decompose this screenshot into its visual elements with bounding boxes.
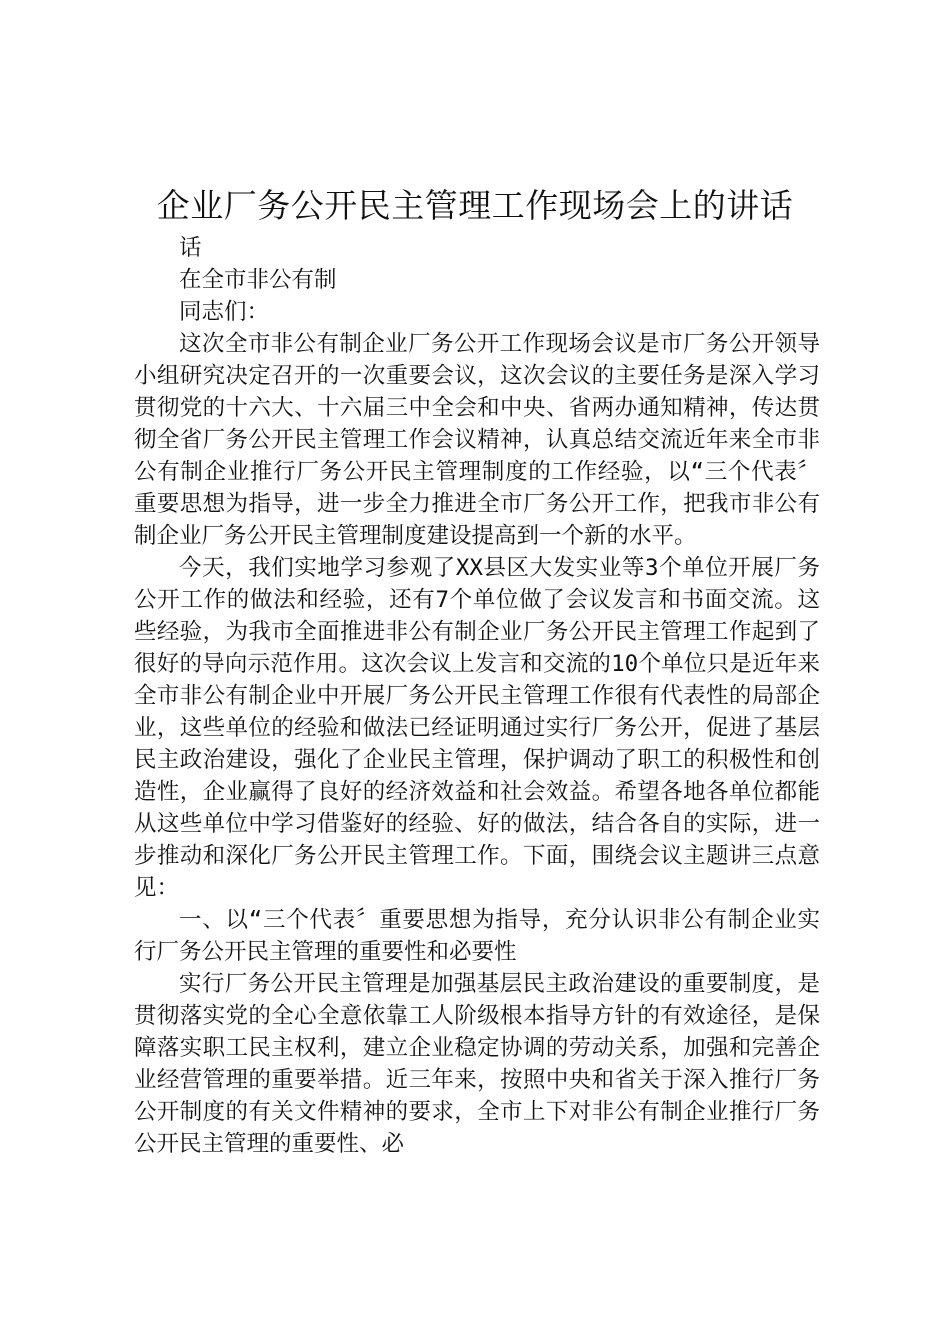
salutation: 同志们： [179,299,270,325]
section-heading: 一、以“三个代表〞重要思想为指导，充分认识非公有制企业实行厂务公开民主管理的重要性和必要性 [134,907,820,965]
body-paragraph: 今天，我们实地学习参观了XX县区大发实业等3个单位开展厂务公开工作的做法和经验，还有7个单位做了会议发言和书面交流。这些经验，为我市全面推进非公有制企业厂务公开民主管理工作起到了很好的导向示范作用。这次会议上发言和交流的10个单位只是近年来全市非公有制企业中开展厂务公开民主管理工作很有代表性的局部企业，这些单位的经验和做法已经证明通过实行厂务公开，促进了基层民主政治建设，强化了企业民主管理，保护调动了职工的积极性和创造性，企业赢得了良好的经济效益和社会效益。希望各地各单位都能从这些单位中学习借鉴好的经验、好的做法，结合各自的实际，进一步推动和深化厂务公开民主管理工作。下面，围绕会议主题讲三点意见： [134,555,820,901]
body-paragraph: 实行厂务公开民主管理是加强基层民主政治建设的重要制度，是贯彻落实党的全心全意依靠工人阶级根本指导方针的有效途径，是保障落实职工民主权利，建立企业稳定协调的劳动关系，加强和完善企业经营管理的重要举措。近三年来，按照中央和省关于深入推行厂务公开制度的有关文件精神的要求，全市上下对非公有制企业推行厂务公开民主管理的重要性、必 [134,971,820,1157]
paragraph-fragment: 话 [179,235,202,261]
document-body [134,232,820,1160]
body-paragraph: 这次全市非公有制企业厂务公开工作现场会议是市厂务公开领导小组研究决定召开的一次重要会议，这次会议的主要任务是深入学习贯彻党的十六大、十六届三中全会和中央、省两办通知精神，传达贯彻全省厂务公开民主管理工作会议精神，认真总结交流近年来全市非公有制企业推行厂务公开民主管理制度的工作经验，以“三个代表〞重要思想为指导，进一步全力推进全市厂务公开工作，把我市非公有制企业厂务公开民主管理制度建设提高到一个新的水平。 [134,331,820,549]
document-title: 企业厂务公开民主管理工作现场会上的讲话 [156,186,794,225]
paragraph-fragment: 在全市非公有制 [179,267,337,293]
